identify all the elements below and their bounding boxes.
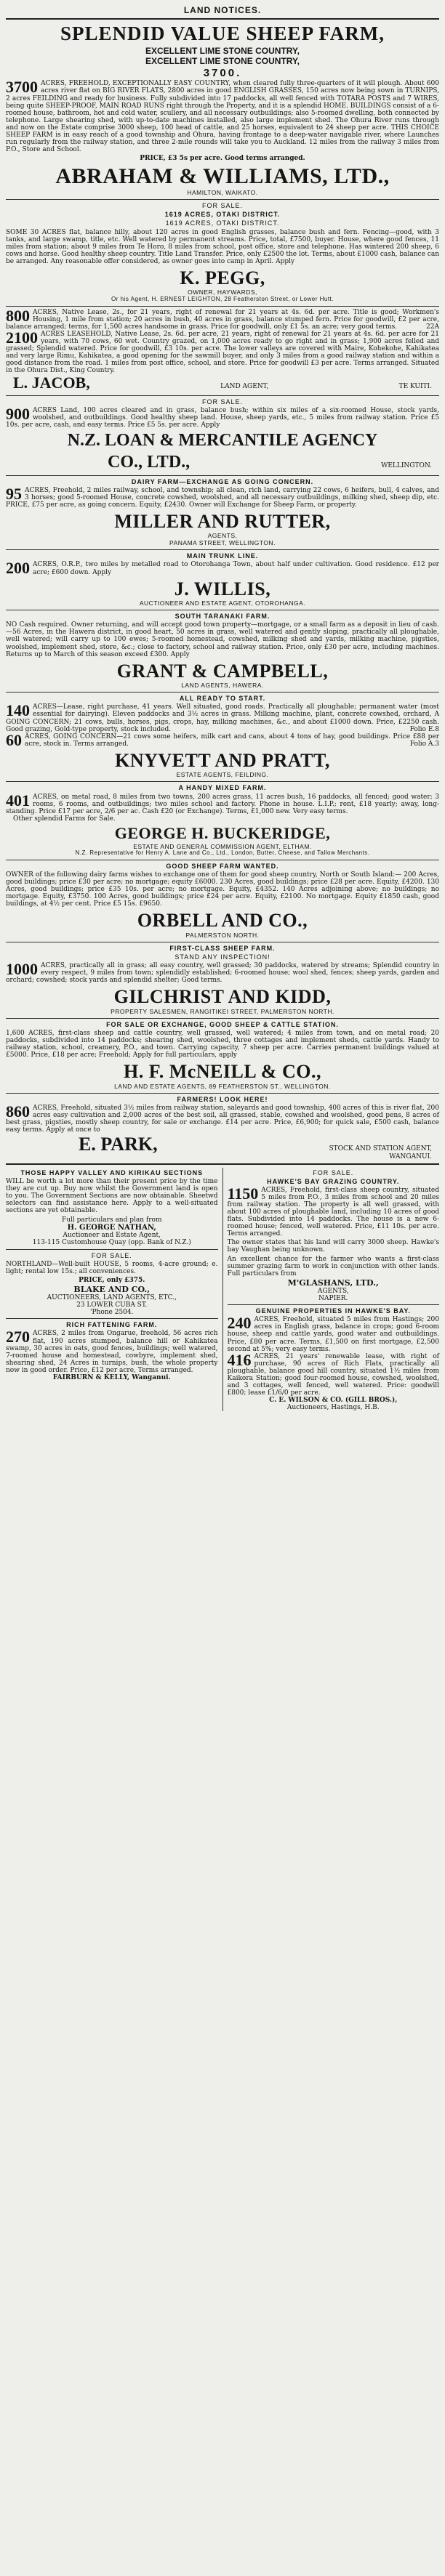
ad-agent-role: STOCK AND STATION AGENT, [329,1145,432,1153]
ad-lead-number: 140 [6,701,30,720]
ad-body [6,1330,218,1373]
ad-agent-role: Auctioneer and Estate Agent, [63,1232,161,1240]
ad-heading: THOSE HAPPY VALLEY AND KIRIKAU SECTIONS [20,1168,204,1176]
bottom-columns [6,1168,439,1412]
ad-code: Folio A.3 [409,740,439,748]
ad-firm-name: KNYVETT AND PRATT, [115,749,330,771]
ad-heading: FIRST-CLASS SHEEP FARM. [169,945,276,953]
ad-lead-number: 200 [6,559,30,578]
ad-owner-name: K. PEGG, [180,267,265,288]
ad-heading-2: STAND ANY INSPECTION! [175,953,270,961]
ad-lead-number: 270 [6,1328,30,1346]
ad-price: PRICE, only £375. [79,1276,145,1284]
ad-lead-number: 860 [6,1102,30,1121]
ad-heading: MAIN TRUNK LINE. [186,552,259,560]
ad-firm-address: 23 LOWER CUBA ST. [76,1301,148,1309]
ad-firm-role: ESTATE AND GENERAL COMMISSION AGENT, ELTHAM. [133,842,312,850]
ad-firm-role: LAND AGENTS, HAWERA. [181,681,264,689]
ad-body [6,404,439,429]
ad-willis [6,552,439,607]
ad-heading: DAIRY FARM—EXCHANGE AS GOING CONCERN. [131,477,314,485]
ad-firm-town: PALMERSTON NORTH. [185,931,260,939]
ad-body [227,1184,440,1238]
ad-owner-role: OWNER, HAYWARDS, [188,288,257,296]
ad-firm-town: NAPIER. [318,1295,348,1303]
ad-body [6,791,439,815]
ad-district: 1619 ACRES, OTAKI DISTRICT. [164,211,281,219]
divider [6,199,439,200]
divider [6,1018,439,1019]
ad-body-text: NORTHLAND—Well-built HOUSE, 5 rooms, 4-acre ground; e. light; rental low 15s.; all conveniences. [6,1260,218,1275]
ad-firm-name-2: CO., LTD., [108,453,191,472]
ad-signature [6,374,439,392]
ad-body [6,1102,439,1134]
ad-lead-number: 240 [227,1314,252,1333]
ad-agent-role: AUCTIONEER AND ESTATE AGENT, OTOROHANGA. [139,599,306,607]
ad-lead-number: 900 [6,404,30,423]
ad-agent-town: WANGANUI. [389,1152,432,1160]
ad-lead-number: 95 [6,484,22,503]
ad-heading: GOOD SHEEP FARM WANTED. [166,862,279,870]
ad-subtitle: EXCELLENT LIME STONE COUNTRY, [145,45,300,56]
right-column [228,1168,440,1412]
ad-agent-name: J. WILLIS, [174,578,271,599]
ad-body-text: OWNER of the following dairy farms wishes to exchange one of them for good sheep country, North or South Island:— 200 Acres, good buildings; price £30 per acre; no mortgage; equity £6000. 230 Acres, good buildings; price £28 per acre. Equity, £4200. 130 Acres, good buildings; price £35 10s. per acre; no mortgage. Equity, £4352. 140 Acres adjoining above; no buildings; no mortgage. Equity, £3750. 100 Acres, good buildings; price £24 per acre. Equity, £2100. No mortgage. Equity £1850 cash, good buildings, at 4½ per cent. Price £5 15s. £9650. [6,871,439,908]
ad-lead-number: 3700 [6,78,38,97]
divider [6,306,439,307]
ad-subtitle: EXCELLENT LIME STONE COUNTRY, [145,56,300,67]
ad-body-text: ACRES, FREEHOLD, EXCEPTIONALLY EASY COUNTRY, when cleared fully three-quarters of it will plough. About 600 acres river flat on BIG RIVER FLATS, 2800 acres in good ENGLISH GRASSES, 150 acres now being sown in TURNIPS, 2 acres FEILDING and ready for business. Fully subdivided into 17 paddocks, all well fenced with TOTARA POSTS and 7 WIRES, being quite SHEEP-PROOF, MAIN ROAD RUNS right through the Property, and it is a splendid HOME. BUILDINGS consist of a 6-roomed house, bathroom, hot and cold water, scullery, and all necessary outbuildings; also 5-roomed dwelling, both connected by telephone. Large shearing shed, with up-to-date machines installed, also large implement shed. The Ohura River runs through and now on the Estate comprise 3000 sheep, 100 head of cattle, and 25 horses, equivalent to 24 sheep per acre. THIS CHOICE SHEEP FARM is in easy reach of a good township and Ohura, having frontage to a deep-water navigable river, where Launches run regularly from the railway station, and three 2-mile rounds will take you to Auckland. 12 miles from the railway 3 miles from P.O., Store and School. [6,80,439,154]
ad-signature [6,1134,439,1160]
ad-body-text: ACRES, Freehold, first-class sheep country, situated 5 miles from P.O., 3 miles from school and 20 miles from railway station. The property is all well grassed, with about 100 acres of ploughable land, including 10 acres of good flats. Subdivided into 14 paddocks. The house is a new 6-roomed house; fenced, well watered. Price, £11 10s. per acre. Terms arranged. [227,1186,439,1238]
ad-grant-campbell [6,613,439,689]
ad-district: 1619 ACRES, OTAKI DISTRICT. [165,219,280,227]
ad-firm-role: AGENTS, [207,532,238,540]
ad-lead-number: 60 [6,730,22,749]
ad-agent: Or his Agent, H. ERNEST LEIGHTON, 28 Featherston Street, or Lower Hutt. [111,295,334,302]
ad-body [6,328,439,375]
ad-body-text: ACRES, Freehold, 2 miles railway, school, and township; all clean, rich land, carrying 22 cows, 6 heifers, bull, 4 calves, and 3 horses; good 5-roomed House, concrete cowshed, woolshed, and all necessary outbuildings, milking shed, sheep dip, etc. PRICE, £75 per acre, as going concern. Equity, £2430. Owner will Exchange for Sheep Farm, or property. [6,486,439,509]
ad-gilchrist-kidd [6,945,439,1015]
ad-firm-name: N.Z. LOAN & MERCANTILE AGENCY [67,431,378,451]
ad-heading: SOUTH TARANAKI FARM. [175,613,270,621]
ad-heading: FOR SALE. [201,397,243,405]
ad-firm-role: AUCTIONEERS, LAND AGENTS, ETC., [47,1294,177,1302]
ad-jacob-te-kuiti [6,306,439,392]
divider [6,18,439,20]
ad-firm-name: GRANT & CAMPBELL, [116,660,329,682]
ad-body-text: ACRES, GOING CONCERN—21 cows some heifers, milk cart and cans, about 4 tons of hay, good buildings. Price £88 per acre, stock in. Terms arranged. [25,732,439,748]
ad-heading: FOR SALE OR EXCHANGE, GOOD SHEEP & CATTLE STATION. [106,1021,339,1029]
ad-acreage: 3700. [203,66,242,79]
ad-code: Folio E.8 [409,725,439,733]
ad-firm-role: AGENTS, [317,1288,349,1296]
ad-title: SPLENDID VALUE SHEEP FARM, [60,23,385,45]
ad-body [6,80,439,153]
ad-sheep-farm-abraham [6,23,439,196]
ad-body-text: ACRES—Lease, right purchase, 41 years. Well situated, good roads. Practically all ploughable; permanent water (most essential for dairying). Eleven paddocks and 3½ acres in grass. Milking machine, plant, concrete cowshed, orchard, A GOING CONCERN; 21 cows, bulls, horses, pigs, crops, hay, milking machines, &c., and about £1000 down. Price, £2250 cash. Good grazing, Gold-type property, stock included. [6,703,439,733]
ad-firm-role: ESTATE AGENTS, FEILDING. [176,770,269,778]
ad-firm-name: GEORGE H. BUCKERIDGE, [114,823,331,842]
ad-agent-name: E. PARK, [79,1134,158,1155]
divider [228,1304,440,1305]
ad-firm-name: BLAKE AND CO., [73,1284,151,1294]
ad-agent-name: H. GEORGE NATHAN, [67,1224,156,1232]
ad-firm-name: ORBELL AND CO., [137,910,308,932]
ad-price: PRICE, £3 5s per acre. Good terms arranged. [140,155,305,163]
ad-lead-number: 401 [6,791,30,809]
ad-lead-number: 1000 [6,960,38,979]
divider [6,781,439,782]
ad-for-sale: FOR SALE. [201,202,243,210]
ad-lead-number: 800 [6,306,30,325]
ad-body-text: ACRES Land, 100 acres cleared and in grass, balance bush; within six miles of a six-roomed House, stock yards, woolshed, and outbuildings. Good healthy sheep land. House, sheep yards, etc., 5 miles from railway station. Price £5 10s. per acre, cash, and easy terms. Price £5 5s. per acre. Apply [6,406,439,429]
ad-body-text: ACRES, on metal road, 8 miles from two towns, 200 acres grass, 11 acres bush, 16 paddocks, all fenced; good water; 3 rooms, 6 rooms, and outbuildings; two miles school and factory. Phone in house. L.I.P.; rent, £18 yearly; away, long-standing. Price £17 per acre, 2/6 per ac. Cash £20 (or Exchange). Terms, £1,000 new. Very easy terms. [6,793,439,815]
ad-body [6,703,439,732]
ad-nz-loan [6,398,439,472]
ad-mcneill [6,1021,439,1090]
divider [6,1249,218,1250]
ad-agent-role-block [329,1145,433,1160]
ad-body [227,1350,440,1397]
ad-firm-role: LAND AND ESTATE AGENTS, 89 FEATHERSTON ST., WELLINGTON. [114,1082,331,1090]
ad-body [6,484,439,509]
ad-body [6,561,439,576]
divider [6,1318,218,1319]
left-column [6,1168,218,1412]
ad-firm-rep: N.Z. Representative for Henry A. Lane and Co., Ltd., London, Butter, Cheese, and Tallow Merchants. [75,849,370,857]
ad-body-text: ACRES, Freehold, situated 5 miles from Hastings; 200 acres in English grass, balance in crops; good 6-room house, sheep and cattle yards, good water and outbuildings. Price, £80 per acre. Terms, £1,500 on first mortgage, £2,500 second at 5%; very easy terms. [227,1316,439,1353]
ad-lead-number: 416 [227,1350,252,1369]
ad-body [6,730,439,749]
ad-body-text: The owner states that his land will carry 3000 sheep. Hawke's bay Vaughan being unknown. [227,1239,439,1254]
ad-body-text: WILL be worth a lot more than their present price by the time they are cut up. Buy now whilst the Government land is open to you. The Government Sections are now obtainable. Sheetwd selectors can find assistance here. Apply to a well-situated sections are yet obtainable. [6,1177,218,1215]
ad-orbell [6,863,439,939]
ad-for-sale: FOR SALE. [91,1251,132,1259]
ad-firm-phone: 'Phone 2504. [90,1309,134,1317]
ad-heading: A HANDY MIXED FARM. [178,784,267,792]
ad-buckeridge [6,784,439,856]
ad-body-text: 1,600 ACRES, first-class sheep and cattle country, well grassed, well watered; 4 miles from town, and on metal road; 20 paddocks, subdivided into 14 paddocks; shearing shed, woolshed, three cottages and implement sheds, cattle yards. Handy to railway station, school, creamery, P.O., and town. Carrying capacity, 7 sheep per acre. Carries permanent buildings valued at £5000. Price, £18 per acre; Freehold; Apply for full particulars, apply [6,1030,439,1059]
ad-e-park [6,1096,439,1160]
ad-firm-name: C. E. WILSON & CO. (GILL BROS.), [269,1397,398,1405]
divider [6,395,439,396]
ad-body-text: ACRES, Native Lease, 2s., for 21 years, right of renewal for 21 years at 4s. 6d. per acre. Title is good; Workmen's Housing, 1 mile from station; 20 acres in bush, 40 acres in grass, balance stumped fern. Price for goodwill, £2 per acre, balance arranged; terms, for 1,500 acres handsome in grass. Price for goodwill, only £1 5s. an acre; very good terms. [6,308,439,331]
ad-code: 22A [426,323,439,331]
divider [6,1163,439,1165]
ad-for-sale: FOR SALE. [313,1168,354,1176]
ad-heading: ALL READY TO START. [179,695,266,703]
ad-otaki-pegg [6,202,439,302]
divider [6,549,439,550]
ad-lead-number: 1150 [227,1184,259,1203]
divider [6,475,439,476]
ad-body-text: ACRES, Freehold, situated 3½ miles from railway station, saleyards and good township, 400 acres of this is river flat, 200 acres easy cultivation and 2,000 acres of the best soil, all grassed, stable, cowshed and woolshed, good pens, 8 acres of best grass, pigsties, mostly sheep country, for sale or exchange. £14 per acre. Price, £6,900; for quick sale, £500 cash, balance easy terms. Apply at once to [6,1105,439,1134]
ad-firm-name: ABRAHAM & WILLIAMS, LTD., [55,164,390,189]
ad-body-text: SOME 30 ACRES flat, balance hilly, about 120 acres in good English grasses, balance bush and fern. Fencing—good, with 3 tanks, and large swamp, title, etc. Well watered by permanent streams. Price, total, £7500, buyer. House, where good fences, 11 miles from station; about 9 miles from Te Horo, 8 miles from school, post office, store and telephone. Has wintered 200 sheep, 6 cows and horse. Good healthy sheep country. Title Land Transfer. Price, only £2500 the lot. Terms, about £1000 cash, balance can be arranged. Any reasonable offer considered, as owner goes into camp in April. Apply [6,228,439,265]
ad-body-text: ACRES, practically all in grass; all easy country, well grassed; 30 paddocks, watered by streams; Splendid country in every respect, 9 miles from town; splendidly established; 6-roomed house; wool shed, fences; sheep yards, garden and orchard; cowshed; stock yards and splendid shelter; Good terms. [6,962,439,985]
ad-body-text: ACRES LEASEHOLD, Native Lease, 2s. 6d. per acre, 21 years, right of renewal for 21 years at 4s. 6d. per acre for 21 years, with 70 cows, 60 wet. Country grazed, on 1,000 acres ready to go right and in grass; 1,900 acres felled and grassed; Splendid watered. Price for goodwill, £3 10s. per acre. The lower valleys are covered with Maire, Kohekohe, Kahikatea and very large Rimu, Kahikatea, a good opening for the sawmill buyer, and only 3 miles from a good railway station and within a good distance from the road. 1 miles from post office, school, and store. Price for goodwill £3 per acre. Terms arranged. Situated in the Ohura Dist., King Country. [6,330,439,375]
ad-lead-number: 2100 [6,328,38,347]
ad-firm-role: Auctioneers, Hastings, H.B. [286,1404,380,1412]
ad-firm-line [6,451,439,472]
ad-agent-town: TE KUITI. [398,383,432,391]
ad-heading: RICH FATTENING FARM. [66,1321,158,1329]
ad-body-text: ACRES, 21 years' renewable lease, with right of purchase, 90 acres of Rich Flats, practically all ploughable, balance good hill country, situated 1½ miles from Kaikora Station; good four-roomed house, cowshed, woolshed, and 3 cottages, well fenced, well watered. Price: goodwill £800; lease £1/6/0 per acre. [227,1352,439,1397]
divider [6,1093,439,1094]
ad-firm-name: MILLER AND RUTTER, [114,511,331,533]
ad-knyvett-pratt [6,695,439,778]
ad-body-text: Full particulars and plan from [62,1216,162,1224]
ad-body [6,962,439,984]
page-heading: LAND NOTICES. [183,5,262,15]
column-divider [222,1168,223,1412]
ad-firm-name: M'GLASHANS, LTD., [287,1277,379,1288]
ad-agent-name: L. JACOB, [13,374,90,392]
ad-firm-name: H. F. McNEILL & CO., [124,1061,321,1083]
ad-firm-town: WELLINGTON. [381,462,432,470]
ad-body-text: ACRES, O.R.P., two miles by metalled road to Otorohanga Town, about half under cultivation. Good residence. £12 per acre; £600 down. Apply [33,561,439,576]
ad-body [228,1316,440,1352]
divider [6,692,439,693]
ad-miller-rutter [6,478,439,546]
ad-firm-place: HAMILTON, WAIKATO. [187,188,258,196]
ad-firm-name: FAIRBURN & KELLY, Wanganui. [52,1373,171,1381]
ad-heading: FARMERS! LOOK HERE! [177,1096,268,1104]
ad-body-text: NO Cash required. Owner returning, and will accept good town property—mortgage, or a small farm as a deposit in lieu of cash.—56 Acres, in the Hawera district, in good heart, 50 acres in grass, well watered and gently sloping, practically all ploughable, well watered; will carry up to 100 ewes; 5-roomed homestead, cowshed, milking shed and yards, milking machine, pigsties, woolshed, implement shed, store, &c.; close to factory, school and railway station. Price, only £30 per acre, including machines. Returns up to March of this season exceed £300. Apply [6,621,439,658]
ad-firm-address: PANAMA STREET, WELLINGTON. [169,538,276,546]
ad-firm-name: GILCHRIST AND KIDD, [113,986,332,1008]
ad-note: Other splendid Farms for Sale. [13,815,116,823]
ad-agent-address: 113-115 Customhouse Quay (opp. Bank of N.Z.) [32,1239,191,1247]
ad-heading: HAWKE'S BAY GRAZING COUNTRY. [267,1177,400,1185]
ad-firm-role: PROPERTY SALESMEN, RANGITIKEI STREET, PALMERSTON NORTH. [111,1007,334,1015]
ad-body [6,306,439,331]
ad-body-text: An excellent chance for the farmer who wants a first-class summer grazing farm to work in conjunction with other lands. Full particulars from [227,1255,439,1277]
ad-agent-role: LAND AGENT, [220,383,269,391]
ad-body-text: ACRES, 2 miles from Ongarue, freehold, 56 acres rich flat, 190 acres stumped, balance hill or Kahikatea swamp, 30 acres in oats, good fences, buildings; well watered, 7-roomed house and homestead, cowbyre, implement shed, shearing shed, 24 Acres in turnips, bush, the whole property now in good order. Price, £12 per acre, Terms arranged. [6,1330,218,1374]
ad-heading: GENUINE PROPERTIES IN HAWKE'S BAY. [255,1307,411,1315]
